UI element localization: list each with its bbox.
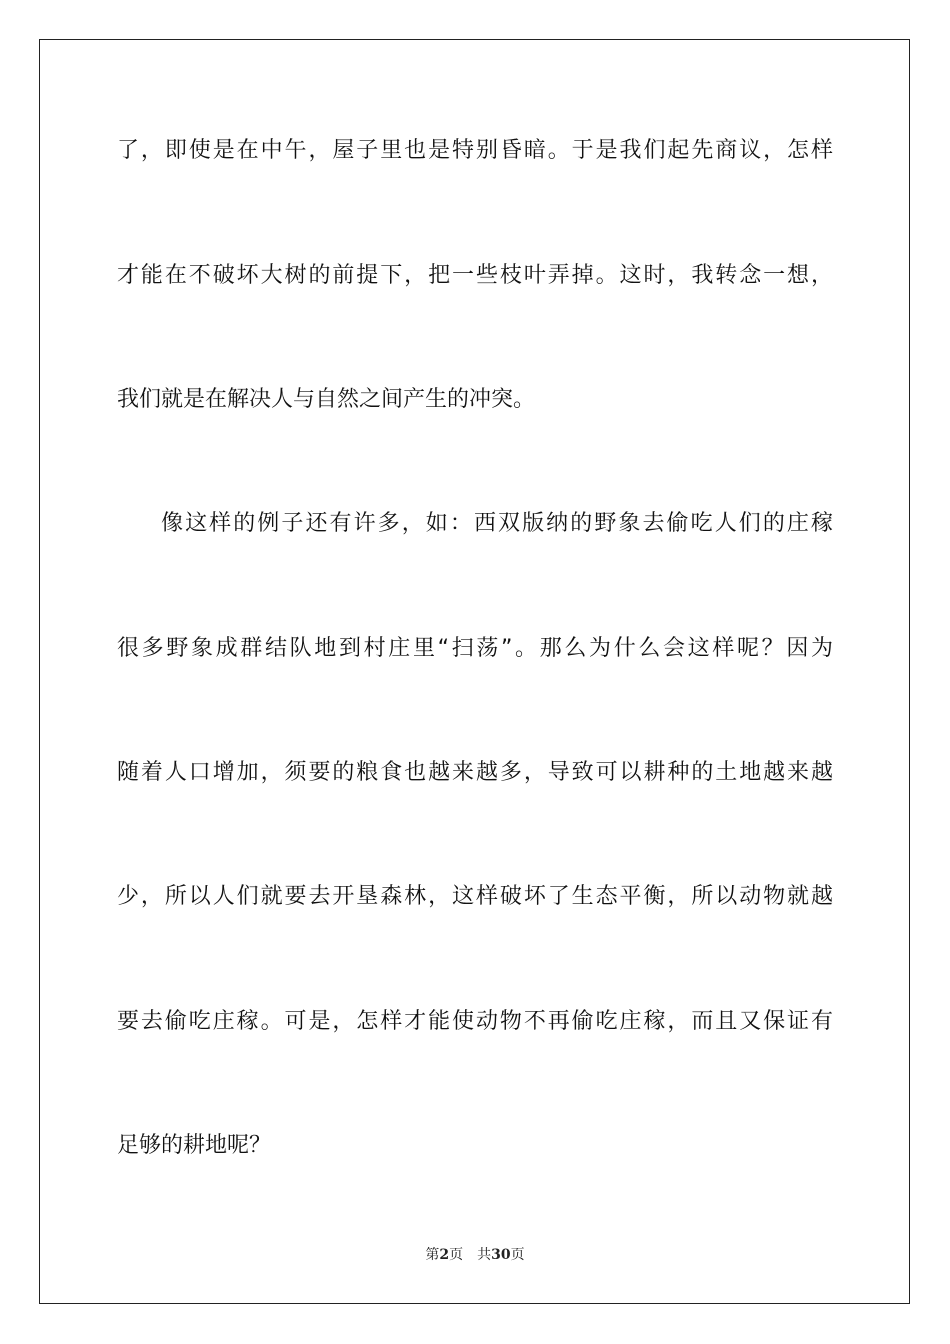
text-line-8: 要去偷吃庄稼。可是，怎样才能使动物不再偷吃庄稼，而且又保证有: [117, 1009, 833, 1034]
text-line-1: 了，即使是在中午，屋子里也是特别昏暗。于是我们起先商议，怎样: [117, 138, 833, 163]
text-line-5: 很多野象成群结队地到村庄里“扫荡”。那么为什么会这样呢？因为: [117, 636, 833, 661]
page-suffix: 页: [449, 1247, 464, 1263]
total-prefix: 共: [477, 1247, 492, 1263]
text-line-2: 才能在不破坏大树的前提下，把一些枝叶弄掉。这时，我转念一想，: [117, 263, 833, 288]
text-line-9: 足够的耕地呢？: [117, 1133, 272, 1158]
page-border: [39, 39, 910, 1304]
page-prefix: 第: [425, 1247, 440, 1263]
page-number: 2: [439, 1247, 450, 1263]
text-line-3: 我们就是在解决人与自然之间产生的冲突。: [117, 387, 536, 412]
text-line-7: 少，所以人们就要去开垦森林，这样破坏了生态平衡，所以动物就越: [117, 884, 833, 909]
total-pages: 30: [491, 1247, 511, 1263]
text-line-4: 像这样的例子还有许多，如：西双版纳的野象去偷吃人们的庄稼: [161, 511, 833, 536]
total-suffix: 页: [510, 1247, 525, 1263]
text-line-6: 随着人口增加，须要的粮食也越来越多，导致可以耕种的土地越来越: [117, 760, 833, 785]
page-footer: [0, 1245, 950, 1265]
